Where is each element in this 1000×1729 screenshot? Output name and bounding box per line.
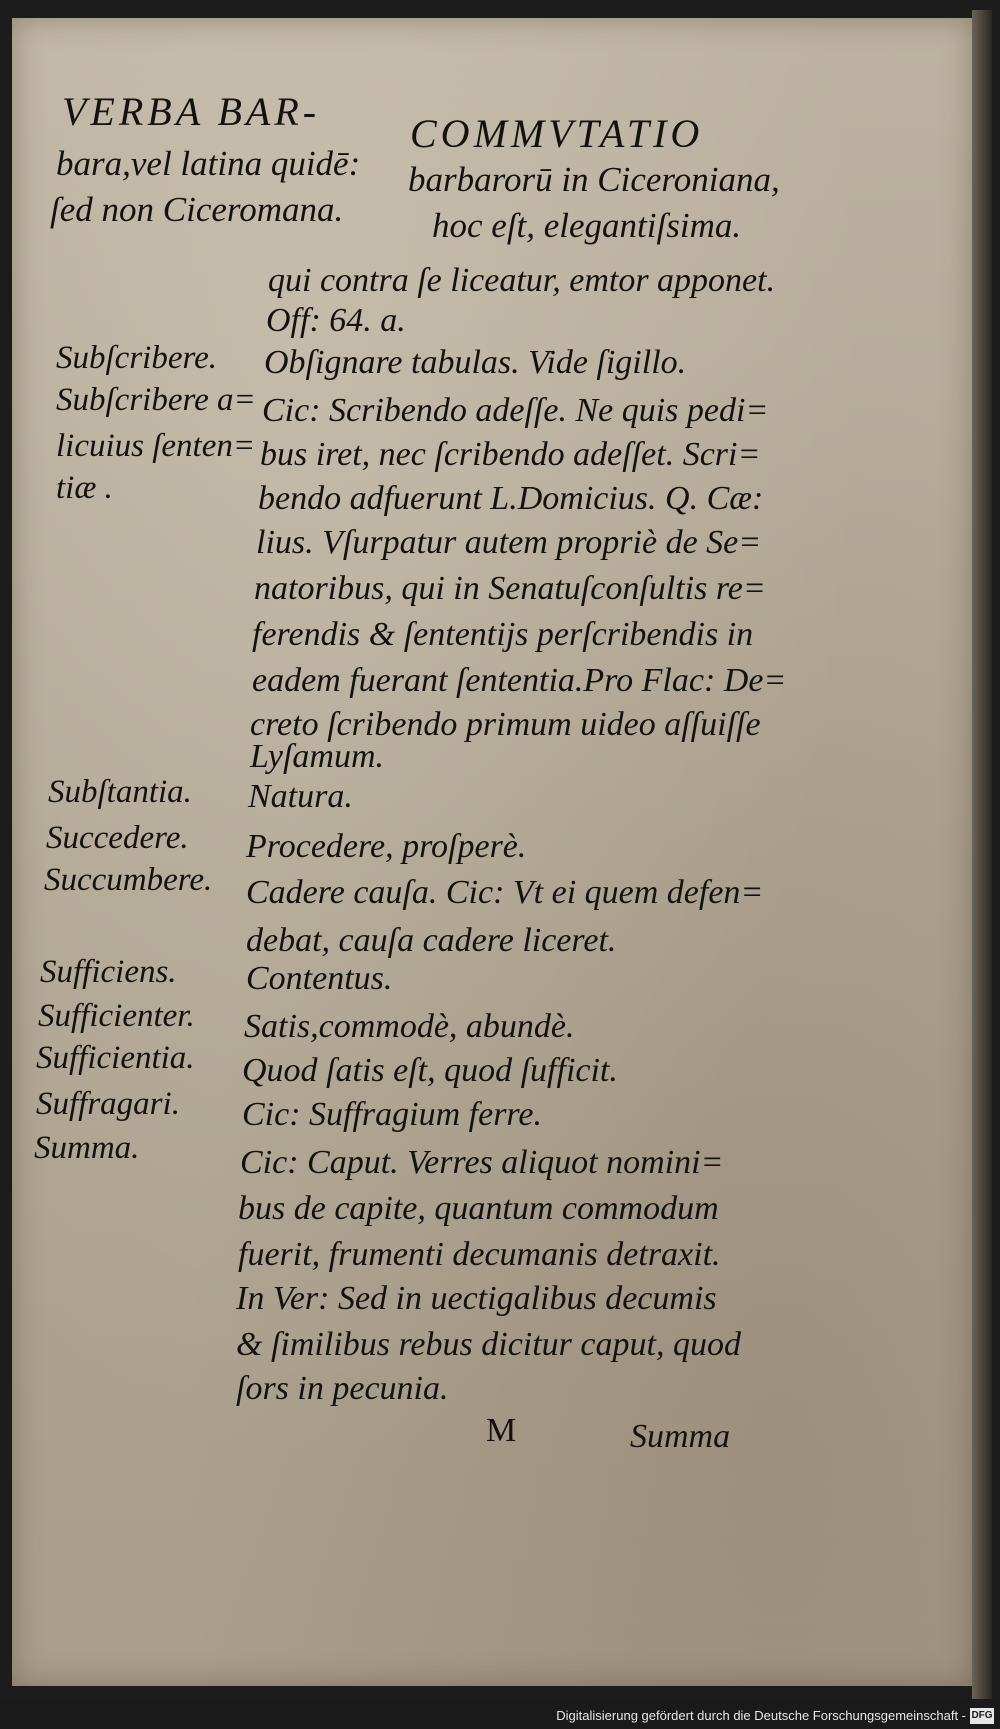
body-line: bus iret, nec ſcribendo adeſſet. Scri= <box>260 436 761 473</box>
header-right-line3: hoc eſt, elegantiſsima. <box>432 206 742 245</box>
lemma: Succedere. <box>46 820 189 856</box>
header-left-line3: ſed non Ciceromana. <box>50 190 344 229</box>
header-left-title: VERBA BAR- <box>62 89 321 134</box>
header-left-line2: bara,vel latina quidē: <box>56 144 361 183</box>
body-line: debat, cauſa cadere liceret. <box>246 922 617 959</box>
body-line: In Ver: Sed in uectigalibus decumis <box>236 1280 717 1317</box>
header-right-line2: barbarorū in Ciceroniana, <box>408 160 780 199</box>
credit-bar <box>0 1699 1000 1729</box>
lemma: Subſcribere. <box>56 340 217 376</box>
body-line: Obſignare tabulas. Vide ſigillo. <box>264 344 687 381</box>
body-line: ſors in pecunia. <box>236 1370 449 1407</box>
lemma: Succumbere. <box>44 862 213 898</box>
lemma: Summa. <box>34 1130 140 1166</box>
body-line: Contentus. <box>246 960 393 997</box>
catchword: Summa <box>630 1418 731 1455</box>
body-line: qui contra ſe liceatur, emtor apponet. <box>268 262 776 299</box>
header-right-title: COMMVTATIO <box>410 111 704 156</box>
body-line: ferendis & ſententijs perſcribendis in <box>252 616 754 653</box>
dfg-logo: DFG <box>970 1708 994 1724</box>
lemma: Sufficientia. <box>36 1040 195 1076</box>
lemma: licuius ſenten= <box>56 428 256 464</box>
body-line: Satis,commodè, abundè. <box>244 1008 575 1045</box>
body-line: Natura. <box>248 778 353 815</box>
lemma: Subſtantia. <box>48 774 192 810</box>
body-line: Cadere cauſa. Cic: Vt ei quem defen= <box>246 874 764 911</box>
lemma: Subſcribere a= <box>56 382 256 418</box>
body-line: Quod ſatis eſt, quod ſufficit. <box>242 1052 618 1089</box>
digitization-credit: Digitalisierung gefördert durch die Deutsche Forschungsgemeinschaft - <box>556 1708 966 1723</box>
body-line: Cic: Scribendo adeſſe. Ne quis pedi= <box>262 392 769 429</box>
body-line: Off: 64. a. <box>266 302 406 339</box>
body-line: eadem fuerant ſententia.Pro Flac: De= <box>252 662 787 699</box>
lemma: Sufficiens. <box>40 954 177 990</box>
body-line: & ſimilibus rebus dicitur caput, quod <box>236 1326 741 1363</box>
body-line: lius. Vſurpatur autem propriè de Se= <box>256 524 762 561</box>
lemma: tiæ . <box>56 470 113 506</box>
body-line: creto ſcribendo primum uideo aſſuiſſe <box>250 706 761 743</box>
lemma: Suffragari. <box>36 1086 180 1122</box>
body-line: Procedere, proſperè. <box>246 828 527 865</box>
body-line: bendo adfuerunt L.Domicius. Q. Cæ: <box>258 480 764 517</box>
body-line: bus de capite, quantum commodum <box>238 1190 719 1227</box>
lemma: Sufficienter. <box>38 998 195 1034</box>
body-line: natoribus, qui in Senatuſconſultis re= <box>254 570 766 607</box>
body-line: fuerit, frumenti decumanis detraxit. <box>238 1236 721 1273</box>
body-line: Lyſamum. <box>250 738 385 775</box>
body-line: Cic: Suffragium ferre. <box>242 1096 542 1133</box>
body-line: Cic: Caput. Verres aliquot nomini= <box>240 1144 724 1181</box>
page-edge <box>972 10 992 1700</box>
signature-mark: M <box>486 1412 517 1449</box>
